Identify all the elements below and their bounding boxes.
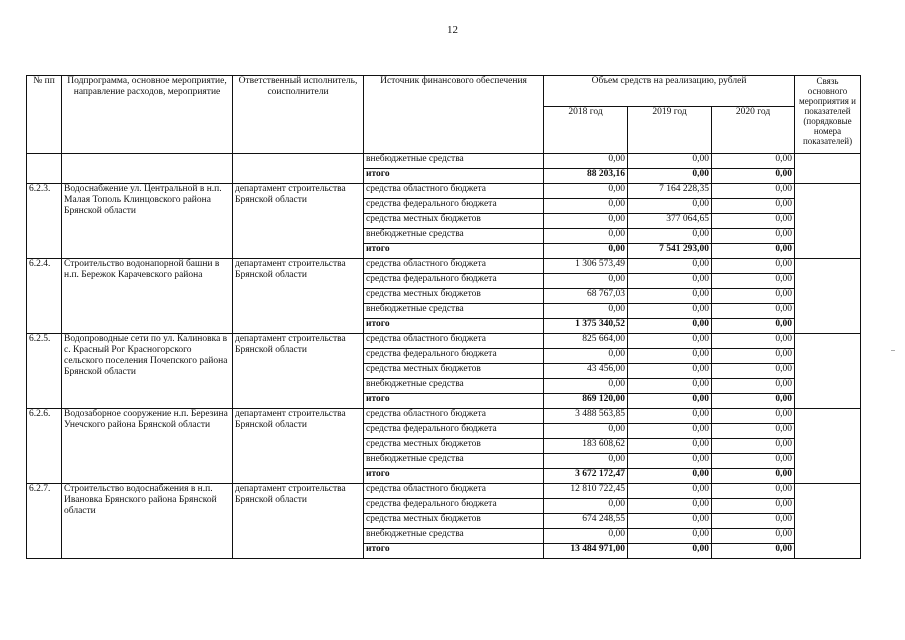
table-row	[27, 259, 861, 274]
value-2019-cell: 0,00	[628, 349, 712, 364]
value-2018-cell: 3 672 172,47	[544, 469, 628, 484]
value-2019-cell: 0,00	[628, 394, 712, 409]
header-volume: Объем средств на реализацию, рублей	[544, 76, 795, 107]
value-2018-cell: 0,00	[544, 499, 628, 514]
header-2020: 2020 год	[712, 107, 795, 154]
source-cell: средства областного бюджета	[364, 334, 544, 349]
link-cell	[795, 484, 861, 559]
source-cell: итого	[364, 169, 544, 184]
value-2019-cell: 0,00	[628, 439, 712, 454]
value-2020-cell: 0,00	[712, 304, 795, 319]
header-2019: 2019 год	[628, 107, 712, 154]
source-cell: средства местных бюджетов	[364, 439, 544, 454]
subprogram-cell	[62, 154, 233, 184]
value-2020-cell: 0,00	[712, 454, 795, 469]
link-cell	[795, 154, 861, 184]
source-cell: внебюджетные средства	[364, 529, 544, 544]
value-2020-cell: 0,00	[712, 169, 795, 184]
source-cell: средства федерального бюджета	[364, 499, 544, 514]
item-code: 6.2.6.	[27, 409, 62, 484]
item-name: Водоснабжение ул. Центральной в н.п. Малая Тополь Клинцовского района Брянской области	[62, 184, 233, 259]
value-2020-cell: 0,00	[712, 244, 795, 259]
value-2018-cell: 1 375 340,52	[544, 319, 628, 334]
value-2018-cell: 0,00	[544, 349, 628, 364]
item-code: 6.2.7.	[27, 484, 62, 559]
value-2019-cell: 7 541 293,00	[628, 244, 712, 259]
value-2018-cell: 3 488 563,85	[544, 409, 628, 424]
value-2019-cell: 0,00	[628, 409, 712, 424]
link-cell	[795, 259, 861, 334]
value-2018-cell: 0,00	[544, 304, 628, 319]
source-cell: средства областного бюджета	[364, 259, 544, 274]
value-2020-cell: 0,00	[712, 409, 795, 424]
value-2019-cell: 0,00	[628, 514, 712, 529]
value-2019-cell: 0,00	[628, 199, 712, 214]
value-2018-cell: 1 306 573,49	[544, 259, 628, 274]
source-cell: внебюджетные средства	[364, 304, 544, 319]
value-2019-cell: 7 164 228,35	[628, 184, 712, 199]
value-2020-cell: 0,00	[712, 499, 795, 514]
table-row	[27, 334, 861, 349]
link-cell	[795, 184, 861, 259]
value-2020-cell: 0,00	[712, 484, 795, 499]
value-2020-cell: 0,00	[712, 229, 795, 244]
item-code: 6.2.3.	[27, 184, 62, 259]
source-cell: средства местных бюджетов	[364, 289, 544, 304]
value-2018-cell: 0,00	[544, 529, 628, 544]
executor-cell	[233, 154, 364, 184]
value-2018-cell: 13 484 971,00	[544, 544, 628, 559]
value-2019-cell: 0,00	[628, 499, 712, 514]
value-2018-cell: 43 456,00	[544, 364, 628, 379]
source-cell: внебюджетные средства	[364, 229, 544, 244]
item-executor: департамент строительства Брянской области	[233, 409, 364, 484]
source-cell: итого	[364, 244, 544, 259]
table-row	[27, 154, 861, 169]
value-2020-cell: 0,00	[712, 184, 795, 199]
value-2018-cell: 0,00	[544, 274, 628, 289]
value-2018-cell: 0,00	[544, 424, 628, 439]
source-cell: средства федерального бюджета	[364, 349, 544, 364]
value-2018-cell: 0,00	[544, 214, 628, 229]
value-2019-cell: 0,00	[628, 424, 712, 439]
table-row	[27, 484, 861, 499]
value-2019-cell: 0,00	[628, 154, 712, 169]
value-2019-cell: 0,00	[628, 379, 712, 394]
source-cell: средства областного бюджета	[364, 184, 544, 199]
value-2020-cell: 0,00	[712, 199, 795, 214]
header-executor: Ответственный исполнитель, соисполнители	[233, 76, 364, 154]
value-2020-cell: 0,00	[712, 469, 795, 484]
value-2020-cell: 0,00	[712, 274, 795, 289]
value-2020-cell: 0,00	[712, 364, 795, 379]
value-2019-cell: 0,00	[628, 334, 712, 349]
link-cell	[795, 334, 861, 409]
header-2018: 2018 год	[544, 107, 628, 154]
value-2020-cell: 0,00	[712, 319, 795, 334]
table-row	[27, 409, 861, 424]
value-2019-cell: 0,00	[628, 469, 712, 484]
source-cell: итого	[364, 319, 544, 334]
value-2018-cell: 0,00	[544, 244, 628, 259]
value-2020-cell: 0,00	[712, 214, 795, 229]
value-2019-cell: 0,00	[628, 364, 712, 379]
table-row	[27, 184, 861, 199]
value-2020-cell: 0,00	[712, 349, 795, 364]
value-2020-cell: 0,00	[712, 544, 795, 559]
value-2018-cell: 68 767,03	[544, 289, 628, 304]
value-2019-cell: 0,00	[628, 274, 712, 289]
value-2020-cell: 0,00	[712, 334, 795, 349]
value-2019-cell: 0,00	[628, 319, 712, 334]
header-subprogram: Подпрограмма, основное мероприятие, направление расходов, мероприятие	[62, 76, 233, 154]
value-2019-cell: 0,00	[628, 289, 712, 304]
value-2020-cell: 0,00	[712, 394, 795, 409]
header-link: Связь основного мероприятия и показателей (порядковые номера показателей)	[795, 76, 861, 154]
value-2020-cell: 0,00	[712, 439, 795, 454]
item-name: Водозаборное сооружение н.п. Березина Унечского района Брянской области	[62, 409, 233, 484]
source-cell: внебюджетные средства	[364, 379, 544, 394]
source-cell: внебюджетные средства	[364, 454, 544, 469]
item-executor: департамент строительства Брянской области	[233, 484, 364, 559]
value-2018-cell: 0,00	[544, 229, 628, 244]
source-cell: итого	[364, 394, 544, 409]
source-cell: средства федерального бюджета	[364, 424, 544, 439]
header-num: № пп	[27, 76, 62, 154]
value-2018-cell: 183 608,62	[544, 439, 628, 454]
source-cell: итого	[364, 544, 544, 559]
scan-mark	[891, 350, 895, 351]
value-2018-cell: 88 203,16	[544, 169, 628, 184]
source-cell: средства местных бюджетов	[364, 214, 544, 229]
source-cell: средства областного бюджета	[364, 484, 544, 499]
funding-table	[26, 75, 861, 559]
value-2018-cell: 12 810 722,45	[544, 484, 628, 499]
value-2020-cell: 0,00	[712, 529, 795, 544]
item-code: 6.2.5.	[27, 334, 62, 409]
value-2018-cell: 0,00	[544, 454, 628, 469]
value-2020-cell: 0,00	[712, 289, 795, 304]
source-cell: средства областного бюджета	[364, 409, 544, 424]
header-source: Источник финансового обеспечения	[364, 76, 544, 154]
source-cell: средства местных бюджетов	[364, 364, 544, 379]
source-cell: средства местных бюджетов	[364, 514, 544, 529]
value-2020-cell: 0,00	[712, 514, 795, 529]
item-name: Строительство водоснабжения в н.п. Ивановка Брянского района Брянской области	[62, 484, 233, 559]
value-2020-cell: 0,00	[712, 259, 795, 274]
value-2020-cell: 0,00	[712, 424, 795, 439]
value-2018-cell: 0,00	[544, 199, 628, 214]
value-2018-cell: 0,00	[544, 379, 628, 394]
item-name: Строительство водонапорной башни в н.п. Бережок Карачевского района	[62, 259, 233, 334]
source-cell: средства федерального бюджета	[364, 274, 544, 289]
value-2019-cell: 0,00	[628, 484, 712, 499]
link-cell	[795, 409, 861, 484]
num-cell	[27, 154, 62, 184]
value-2019-cell: 0,00	[628, 544, 712, 559]
value-2019-cell: 0,00	[628, 454, 712, 469]
value-2020-cell: 0,00	[712, 379, 795, 394]
source-cell: средства федерального бюджета	[364, 199, 544, 214]
value-2019-cell: 0,00	[628, 259, 712, 274]
source-cell: внебюджетные средства	[364, 154, 544, 169]
value-2019-cell: 0,00	[628, 229, 712, 244]
value-2018-cell: 0,00	[544, 184, 628, 199]
value-2018-cell: 0,00	[544, 154, 628, 169]
value-2019-cell: 377 064,65	[628, 214, 712, 229]
value-2019-cell: 0,00	[628, 169, 712, 184]
value-2018-cell: 869 120,00	[544, 394, 628, 409]
item-code: 6.2.4.	[27, 259, 62, 334]
value-2019-cell: 0,00	[628, 304, 712, 319]
value-2019-cell: 0,00	[628, 529, 712, 544]
page-number: 12	[447, 24, 458, 36]
source-cell: итого	[364, 469, 544, 484]
value-2018-cell: 674 248,55	[544, 514, 628, 529]
item-executor: департамент строительства Брянской области	[233, 184, 364, 259]
item-name: Водопроводные сети по ул. Калиновка в с. Красный Рог Красногорского сельского поселения Почепского района Брянской области	[62, 334, 233, 409]
value-2020-cell: 0,00	[712, 154, 795, 169]
item-executor: департамент строительства Брянской области	[233, 334, 364, 409]
value-2018-cell: 825 664,00	[544, 334, 628, 349]
table-body	[27, 154, 861, 559]
item-executor: департамент строительства Брянской области	[233, 259, 364, 334]
